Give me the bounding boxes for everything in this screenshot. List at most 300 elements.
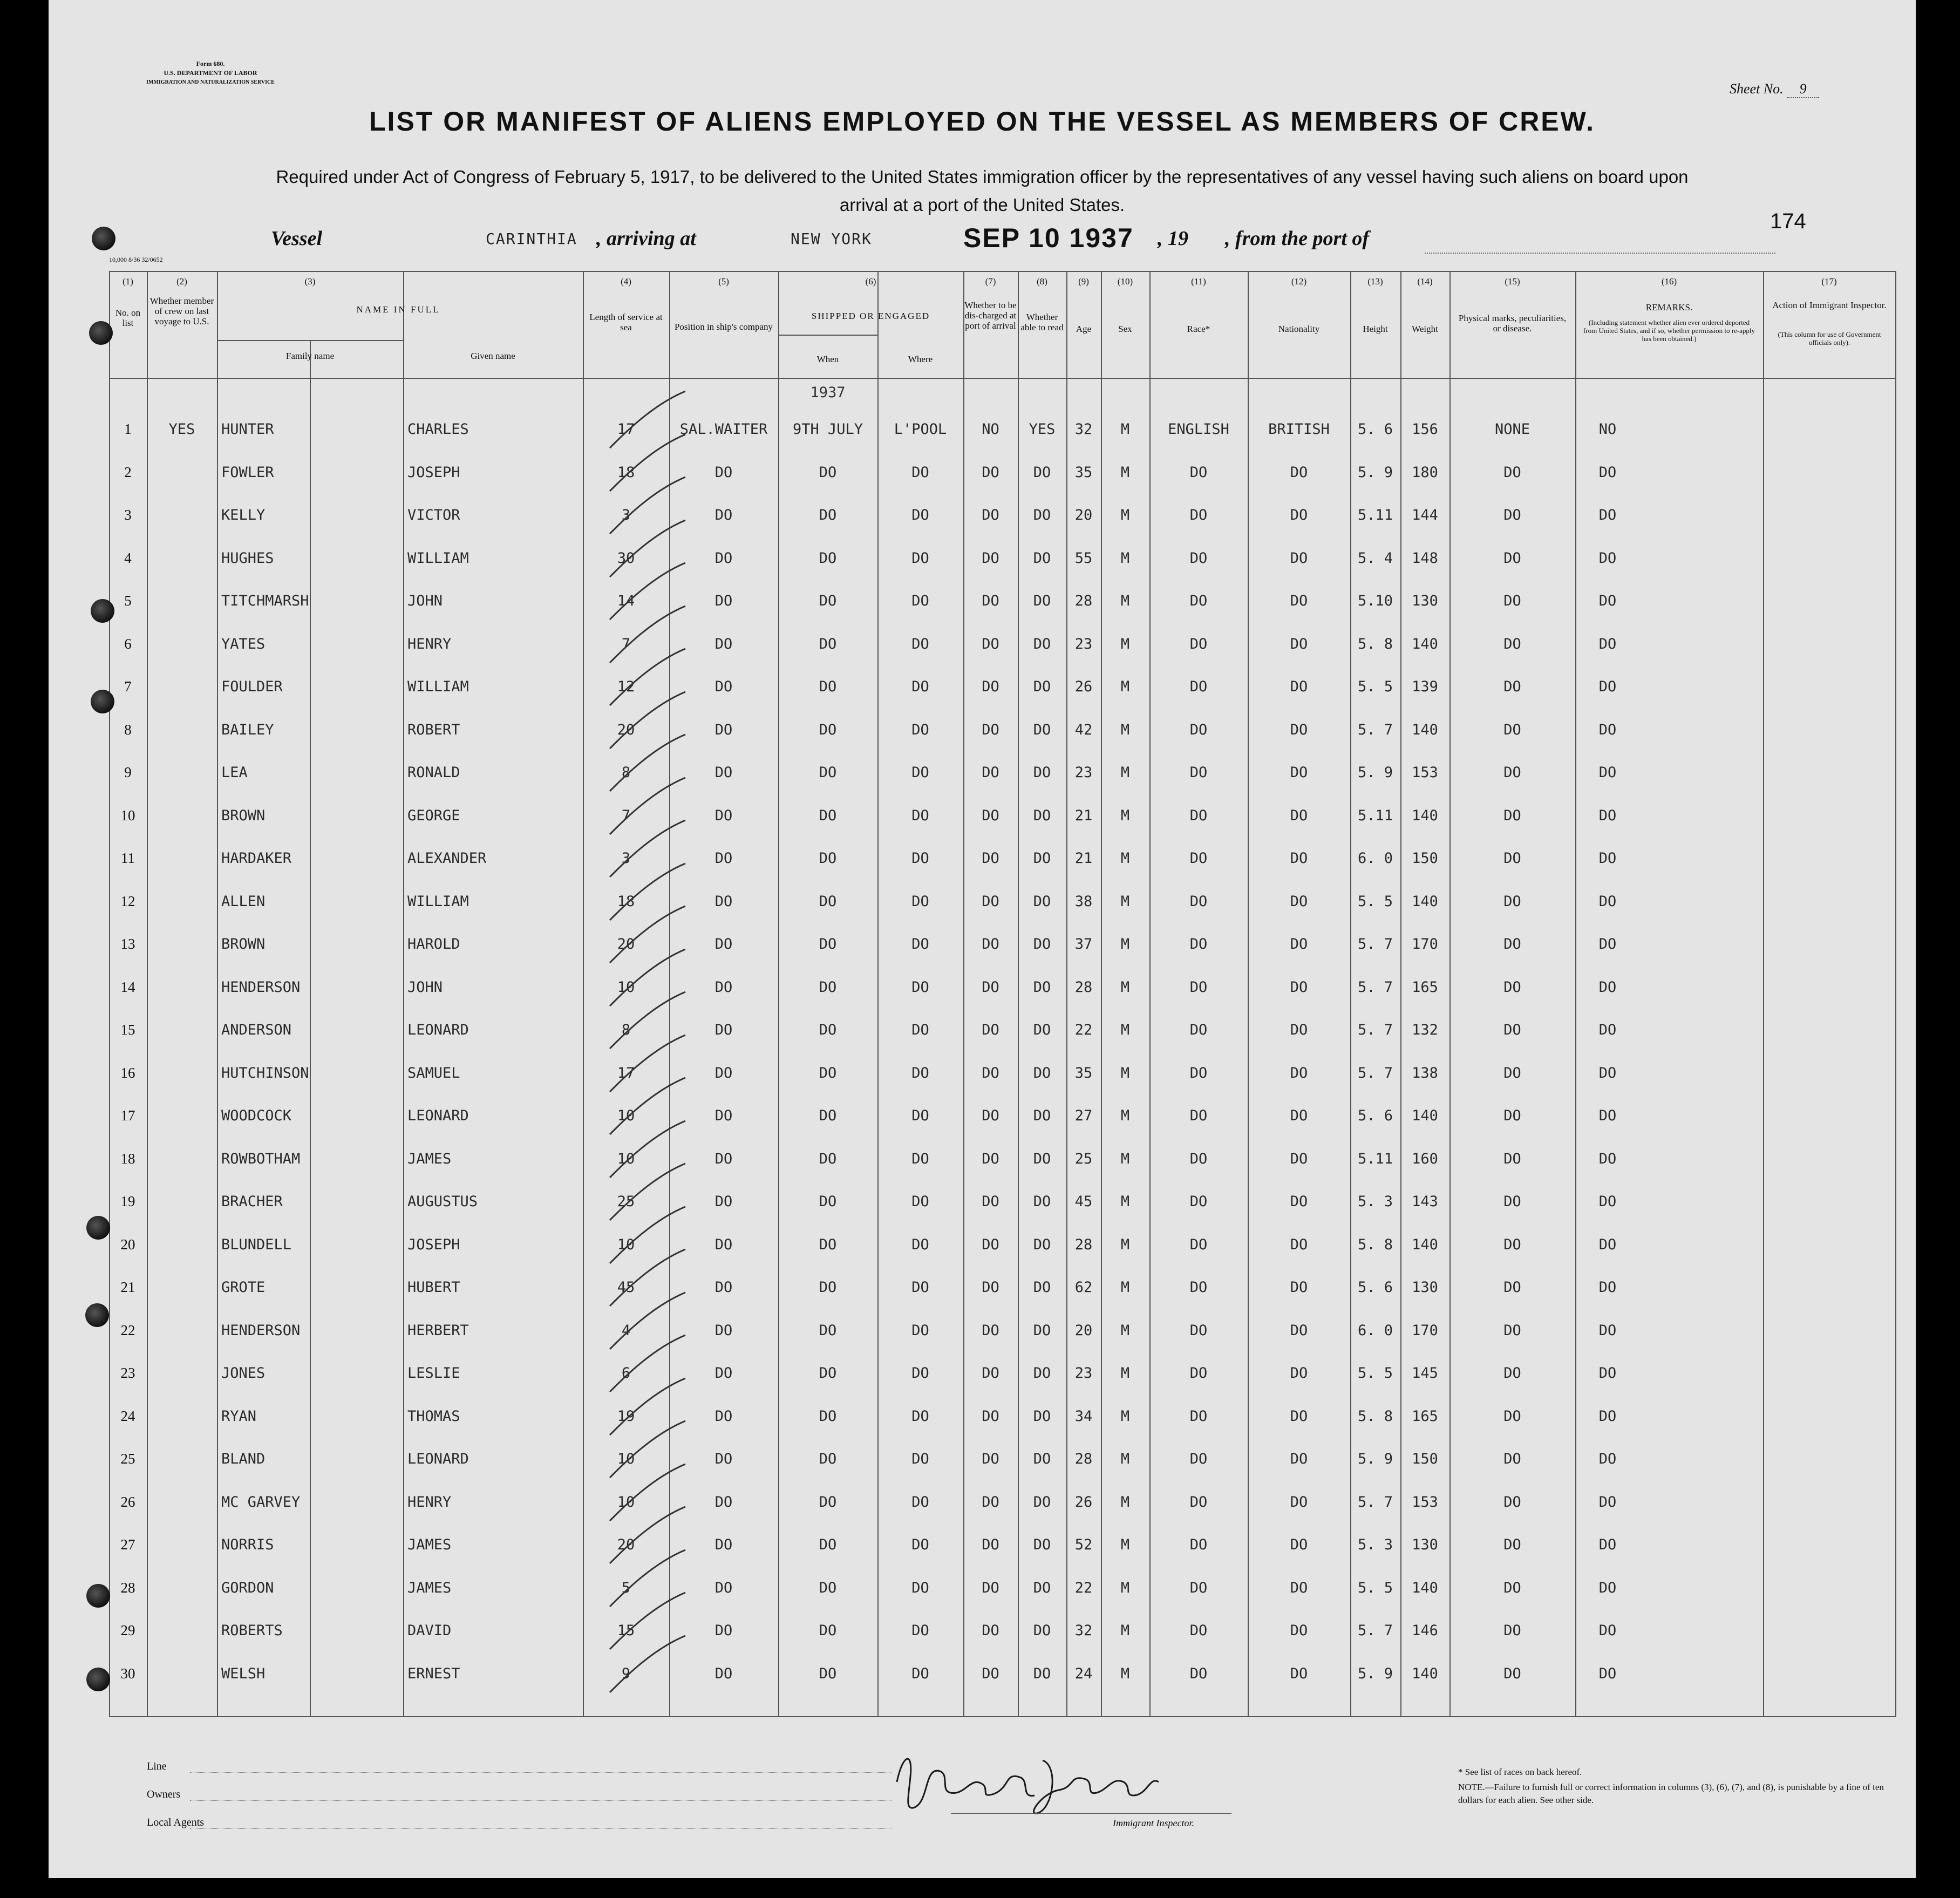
inspector-signature	[881, 1744, 1183, 1820]
physical-marks-cell: DO	[1503, 721, 1521, 738]
header-remarks-note: (Including statement whether alien ever ordered deported from United States, and if so, whether permission to re-apply has been obtained.)	[1583, 318, 1755, 343]
shipped-when-cell: DO	[819, 1064, 837, 1081]
nationality-cell: DO	[1290, 978, 1308, 996]
remarks-cell: DO	[1598, 1022, 1617, 1038]
given-name-cell: WILLIAM	[407, 549, 469, 567]
family-name-cell: WELSH	[221, 1665, 266, 1682]
year-label: , 19	[1158, 227, 1188, 250]
family-name-cell: GORDON	[221, 1579, 274, 1596]
age-cell: 28	[1074, 1451, 1093, 1467]
signature-rule	[951, 1813, 1231, 1814]
shipped-when-cell: DO	[819, 1622, 837, 1639]
position-cell: DO	[714, 678, 733, 695]
age-cell: 26	[1074, 678, 1093, 695]
form-header-block	[130, 59, 291, 87]
length-of-service-cell: 15	[617, 1622, 635, 1639]
table-row	[49, 625, 1916, 665]
sex-cell: M	[1120, 1279, 1130, 1296]
length-of-service-cell: 20	[617, 936, 635, 953]
age-cell: 35	[1074, 464, 1093, 481]
able-to-read-cell: DO	[1033, 1193, 1051, 1210]
remarks-cell: DO	[1598, 721, 1617, 738]
age-cell: 25	[1074, 1150, 1093, 1167]
weight-cell: 150	[1412, 1451, 1438, 1467]
length-of-service-cell: 18	[617, 464, 635, 481]
able-to-read-cell: DO	[1033, 1279, 1051, 1296]
nationality-cell: DO	[1290, 1150, 1308, 1167]
nationality-cell: DO	[1290, 1579, 1308, 1596]
row-number-cell: 6	[124, 635, 132, 652]
table-row	[49, 1097, 1916, 1137]
remarks-cell: DO	[1598, 936, 1617, 953]
colnum-13: (13)	[1367, 276, 1383, 287]
height-cell: 5.11	[1357, 507, 1393, 523]
shipped-when-cell: DO	[819, 807, 837, 824]
age-cell: 45	[1074, 1193, 1093, 1210]
height-cell: 5. 7	[1357, 1493, 1393, 1511]
nationality-cell: DO	[1290, 850, 1308, 867]
shipped-where-cell: DO	[911, 807, 929, 824]
shipped-when-cell: DO	[819, 1279, 837, 1296]
height-cell: 5.11	[1357, 1150, 1393, 1167]
header-shipped-engaged: SHIPPED OR ENGAGED	[811, 311, 930, 321]
remarks-cell: DO	[1598, 1536, 1617, 1553]
shipped-where-cell: DO	[911, 1665, 929, 1682]
row-number-cell: 24	[120, 1407, 135, 1424]
family-name-cell: HUTCHINSON	[221, 1064, 309, 1081]
given-name-cell: VICTOR	[407, 507, 460, 523]
nationality-cell: DO	[1290, 1236, 1308, 1253]
age-cell: 23	[1074, 635, 1093, 652]
given-name-cell: RONALD	[407, 764, 460, 781]
nationality-cell: DO	[1290, 807, 1308, 824]
shipped-where-cell: DO	[911, 978, 929, 996]
nationality-cell: DO	[1290, 1365, 1308, 1382]
weight-cell: 160	[1412, 1150, 1438, 1167]
shipped-when-cell: DO	[819, 678, 837, 695]
sex-cell: M	[1120, 764, 1130, 781]
header-nationality: Nationality	[1278, 324, 1320, 334]
shipped-when-cell: DO	[819, 1365, 837, 1382]
given-name-cell: JAMES	[407, 1579, 452, 1596]
sex-cell: M	[1120, 1193, 1130, 1210]
table-row	[49, 968, 1916, 1008]
able-to-read-cell: DO	[1033, 721, 1051, 738]
race-cell: DO	[1189, 1322, 1208, 1339]
height-cell: 5. 5	[1357, 1365, 1393, 1382]
weight-cell: 132	[1412, 1022, 1438, 1038]
position-cell: DO	[714, 936, 733, 953]
able-to-read-cell: DO	[1033, 764, 1051, 781]
punch-hole	[86, 1216, 110, 1240]
age-cell: 28	[1074, 1236, 1093, 1253]
punch-hole	[92, 227, 115, 250]
colnum-17: (17)	[1821, 276, 1837, 287]
header-name-in-full: NAME IN FULL	[356, 304, 440, 315]
remarks-cell: DO	[1598, 893, 1617, 910]
given-name-cell: LEONARD	[407, 1451, 469, 1467]
position-cell: DO	[714, 635, 733, 652]
given-name-cell: AUGUSTUS	[407, 1193, 478, 1210]
table-row	[49, 1655, 1916, 1695]
row-number-cell: 7	[124, 678, 132, 695]
position-cell: DO	[714, 1493, 733, 1511]
shipped-where-cell: DO	[911, 1193, 929, 1210]
sex-cell: M	[1120, 1322, 1130, 1339]
height-cell: 5. 9	[1357, 764, 1393, 781]
length-of-service-cell: 10	[617, 1107, 635, 1124]
position-cell: DO	[714, 549, 733, 567]
service-name: IMMIGRATION AND NATURALIZATION SERVICE	[146, 79, 275, 85]
table-row	[49, 839, 1916, 879]
height-cell: 5. 6	[1357, 1279, 1393, 1296]
shipped-when-cell: DO	[819, 978, 837, 996]
family-name-cell: HUNTER	[221, 421, 274, 438]
shipped-when-cell: DO	[819, 549, 837, 567]
to-be-discharged-cell: DO	[982, 464, 999, 481]
table-row	[49, 1268, 1916, 1308]
given-name-cell: HENRY	[407, 1493, 452, 1511]
shipped-where-cell: DO	[911, 464, 929, 481]
remarks-cell: DO	[1598, 678, 1617, 695]
position-cell: DO	[714, 507, 733, 523]
physical-marks-cell: DO	[1503, 1279, 1521, 1296]
colnum-15: (15)	[1505, 276, 1520, 287]
nationality-cell: DO	[1290, 936, 1308, 953]
able-to-read-cell: DO	[1033, 1579, 1051, 1596]
row-number-cell: 8	[124, 721, 132, 738]
table-row	[49, 496, 1916, 536]
row-number-cell: 10	[120, 807, 135, 824]
to-be-discharged-cell: DO	[982, 1150, 999, 1167]
height-cell: 5. 9	[1357, 1665, 1393, 1682]
length-of-service-cell: 20	[617, 721, 635, 738]
family-name-cell: BROWN	[221, 807, 266, 824]
age-cell: 38	[1074, 893, 1093, 910]
nationality-cell: DO	[1290, 764, 1308, 781]
able-to-read-cell: DO	[1033, 1107, 1051, 1124]
position-cell: DO	[714, 1236, 733, 1253]
weight-cell: 140	[1412, 807, 1438, 824]
able-to-read-cell: DO	[1033, 593, 1051, 609]
weight-cell: 153	[1412, 1493, 1438, 1511]
height-cell: 5. 8	[1357, 635, 1393, 652]
header-where: Where	[908, 354, 933, 364]
nationality-cell: DO	[1290, 549, 1308, 567]
family-name-cell: WOODCOCK	[221, 1107, 292, 1124]
physical-marks-cell: DO	[1503, 1622, 1521, 1639]
table-row	[49, 1526, 1916, 1566]
agents-blank	[190, 1828, 891, 1829]
remarks-cell: DO	[1598, 807, 1617, 824]
remarks-cell: DO	[1598, 1407, 1617, 1425]
length-of-service-cell: 10	[617, 1451, 635, 1467]
shipped-when-cell: DO	[819, 1107, 837, 1124]
remarks-cell: DO	[1598, 1622, 1617, 1639]
remarks-cell: DO	[1598, 1322, 1617, 1339]
race-cell: DO	[1189, 807, 1208, 824]
nationality-cell: DO	[1290, 1665, 1308, 1682]
physical-marks-cell: DO	[1503, 1665, 1521, 1682]
remarks-cell: DO	[1598, 1493, 1617, 1511]
age-cell: 55	[1074, 549, 1093, 567]
able-to-read-cell: DO	[1033, 635, 1051, 652]
nationality-cell: DO	[1290, 507, 1308, 523]
to-be-discharged-cell: DO	[982, 1064, 999, 1081]
sex-cell: M	[1120, 1493, 1130, 1511]
weight-cell: 180	[1412, 464, 1438, 481]
row-number-cell: 13	[120, 936, 135, 952]
row-number-cell: 2	[124, 464, 132, 480]
remarks-cell: DO	[1598, 1236, 1617, 1253]
row-number-cell: 27	[120, 1536, 135, 1553]
family-name-cell: RYAN	[221, 1407, 257, 1425]
shipped-when-cell: DO	[819, 464, 837, 481]
header-weight: Weight	[1412, 324, 1438, 334]
to-be-discharged-cell: DO	[982, 1407, 999, 1425]
position-cell: DO	[714, 1279, 733, 1296]
to-be-discharged-cell: DO	[982, 936, 999, 953]
row-number-cell: 23	[120, 1365, 135, 1381]
race-cell: DO	[1189, 1022, 1208, 1038]
owners-blank	[190, 1800, 891, 1801]
length-of-service-cell: 5	[621, 1579, 631, 1596]
given-name-cell: HERBERT	[407, 1322, 469, 1339]
length-of-service-cell: 10	[617, 1236, 635, 1253]
length-of-service-cell: 7	[621, 807, 631, 824]
nationality-cell: DO	[1290, 1322, 1308, 1339]
weight-cell: 140	[1412, 635, 1438, 652]
length-of-service-cell: 20	[617, 1536, 635, 1553]
nationality-cell: DO	[1290, 1107, 1308, 1124]
position-cell: DO	[714, 1150, 733, 1167]
vessel-name: CARINTHIA	[486, 230, 577, 248]
to-be-discharged-cell: DO	[982, 1365, 999, 1382]
remarks-cell: DO	[1598, 1579, 1617, 1596]
table-row	[49, 711, 1916, 751]
to-be-discharged-cell: DO	[982, 1622, 999, 1639]
height-cell: 5.10	[1357, 593, 1393, 609]
given-name-cell: JAMES	[407, 1536, 452, 1553]
physical-marks-cell: DO	[1503, 1064, 1521, 1081]
able-to-read-cell: DO	[1033, 1622, 1051, 1639]
position-cell: DO	[714, 1064, 733, 1081]
sex-cell: M	[1120, 1022, 1130, 1038]
physical-marks-cell: NONE	[1494, 421, 1530, 438]
race-cell: DO	[1189, 1150, 1208, 1167]
to-be-discharged-cell: DO	[982, 893, 999, 910]
sex-cell: M	[1120, 936, 1130, 953]
race-cell: DO	[1189, 1193, 1208, 1210]
race-cell: DO	[1189, 1451, 1208, 1467]
weight-cell: 165	[1412, 978, 1438, 996]
given-name-cell: HAROLD	[407, 936, 460, 953]
colnum-7: (7)	[985, 276, 996, 287]
physical-marks-cell: DO	[1503, 1407, 1521, 1425]
given-name-cell: JOHN	[407, 593, 443, 609]
able-to-read-cell: DO	[1033, 1150, 1051, 1167]
shipped-where-cell: DO	[911, 549, 929, 567]
nationality-cell: DO	[1290, 464, 1308, 481]
race-cell: DO	[1189, 1536, 1208, 1553]
able-to-read-cell: DO	[1033, 507, 1051, 523]
shipped-where-cell: DO	[911, 507, 929, 523]
given-name-cell: ALEXANDER	[407, 850, 487, 867]
page-subtitle: Required under Act of Congress of February 5, 1917, to be delivered to the United States immigration officer by the representatives of any vessel having such aliens on board upon arrival at a port of the United States.	[276, 167, 1689, 215]
height-cell: 5. 4	[1357, 549, 1393, 567]
given-name-cell: JOHN	[407, 978, 443, 996]
able-to-read-cell: DO	[1033, 464, 1051, 481]
header-discharged: Whether to be dis-charged at port of arrival	[964, 300, 1017, 331]
age-cell: 23	[1074, 764, 1093, 781]
page-title: LIST OR MANIFEST OF ALIENS EMPLOYED ON THE VESSEL AS MEMBERS OF CREW.	[369, 106, 1595, 137]
shipped-when-cell: DO	[819, 1407, 837, 1425]
length-of-service-cell: 10	[617, 978, 635, 996]
remarks-cell: DO	[1598, 1451, 1617, 1467]
length-of-service-cell: 17	[617, 421, 635, 438]
shipped-when-cell: DO	[819, 593, 837, 609]
header-physical-marks: Physical marks, peculiarities, or disease.	[1458, 313, 1567, 334]
punch-hole	[91, 690, 114, 713]
given-name-cell: ROBERT	[407, 721, 460, 738]
family-name-cell: HARDAKER	[221, 850, 292, 867]
physical-marks-cell: DO	[1503, 635, 1521, 652]
remarks-cell: DO	[1598, 850, 1617, 867]
manifest-footer	[109, 1717, 1895, 1847]
age-cell: 32	[1074, 421, 1093, 438]
race-cell: DO	[1189, 721, 1208, 738]
row-number-cell: 25	[120, 1451, 135, 1467]
race-cell: DO	[1189, 1279, 1208, 1296]
able-to-read-cell: DO	[1033, 1451, 1051, 1467]
weight-cell: 165	[1412, 1407, 1438, 1425]
punch-hole	[91, 599, 114, 623]
family-name-cell: HUGHES	[221, 549, 274, 567]
weight-cell: 130	[1412, 593, 1438, 609]
family-name-cell: NORRIS	[221, 1536, 274, 1553]
height-cell: 5. 5	[1357, 1579, 1393, 1596]
able-to-read-cell: DO	[1033, 1365, 1051, 1382]
age-cell: 34	[1074, 1407, 1093, 1425]
sex-cell: M	[1120, 807, 1130, 824]
position-cell: DO	[714, 1022, 733, 1038]
physical-marks-cell: DO	[1503, 1536, 1521, 1553]
colnum-6: (6)	[865, 276, 876, 287]
height-cell: 5. 7	[1357, 1064, 1393, 1081]
shipped-when-cell: DO	[819, 507, 837, 523]
sheet-number-field	[1730, 81, 1819, 98]
nationality-cell: DO	[1290, 1064, 1308, 1081]
shipped-where-cell: DO	[911, 1150, 929, 1167]
inspector-label: Immigrant Inspector.	[1113, 1818, 1194, 1828]
length-of-service-cell: 3	[621, 507, 631, 523]
position-cell: DO	[714, 1193, 733, 1210]
sex-cell: M	[1120, 464, 1130, 481]
table-row	[49, 882, 1916, 922]
length-of-service-cell: 18	[617, 893, 635, 910]
row-number-cell: 9	[124, 764, 132, 780]
given-name-cell: LESLIE	[407, 1365, 460, 1382]
shipped-where-cell: DO	[911, 1622, 929, 1639]
shipped-when-cell: DO	[819, 1322, 837, 1339]
punch-hole	[86, 1584, 110, 1608]
serial-number: 174	[1770, 209, 1806, 233]
given-name-cell: ERNEST	[407, 1665, 460, 1682]
row-number-cell: 17	[120, 1107, 135, 1124]
to-be-discharged-cell: DO	[982, 1193, 999, 1210]
age-cell: 27	[1074, 1107, 1093, 1124]
able-to-read-cell: DO	[1033, 1536, 1051, 1553]
weight-cell: 140	[1412, 1107, 1438, 1124]
race-cell: DO	[1189, 1622, 1208, 1639]
family-name-cell: BRACHER	[221, 1193, 283, 1210]
colnum-9: (9)	[1078, 276, 1089, 287]
to-be-discharged-cell: DO	[982, 1665, 999, 1682]
line-blank	[190, 1772, 891, 1773]
to-be-discharged-cell: DO	[982, 678, 999, 695]
length-of-service-cell: 10	[617, 1150, 635, 1167]
physical-marks-cell: DO	[1503, 764, 1521, 781]
height-cell: 5. 5	[1357, 893, 1393, 910]
weight-cell: 145	[1412, 1365, 1438, 1382]
to-be-discharged-cell: DO	[982, 549, 999, 567]
position-cell: DO	[714, 1365, 733, 1382]
physical-marks-cell: DO	[1503, 1022, 1521, 1038]
physical-marks-cell: DO	[1503, 1579, 1521, 1596]
shipped-where-cell: DO	[911, 1451, 929, 1467]
length-of-service-cell: 7	[621, 635, 631, 652]
shipped-where-cell: DO	[911, 850, 929, 867]
weight-cell: 170	[1412, 936, 1438, 953]
shipped-when-cell: DO	[819, 893, 837, 910]
length-of-service-cell: 8	[621, 1022, 631, 1038]
header-length-service: Length of service at sea	[589, 312, 663, 332]
row-number-cell: 12	[120, 893, 135, 909]
sex-cell: M	[1120, 1451, 1130, 1467]
row-number-cell: 16	[120, 1064, 135, 1081]
family-name-cell: GROTE	[221, 1279, 266, 1296]
family-name-cell: HENDERSON	[221, 978, 301, 996]
family-name-cell: BROWN	[221, 936, 266, 953]
shipped-when-cell: DO	[819, 721, 837, 738]
length-of-service-cell: 19	[617, 1407, 635, 1425]
table-row	[49, 1182, 1916, 1222]
header-height: Height	[1363, 324, 1388, 334]
to-be-discharged-cell: DO	[982, 1022, 999, 1038]
able-to-read-cell: DO	[1033, 893, 1051, 910]
to-be-discharged-cell: DO	[982, 1536, 999, 1553]
sheet-number-label: Sheet No.	[1730, 81, 1784, 97]
height-cell: 5. 7	[1357, 721, 1393, 738]
position-cell: DO	[714, 1322, 733, 1339]
physical-marks-cell: DO	[1503, 549, 1521, 567]
family-name-cell: FOULDER	[221, 678, 283, 695]
age-cell: 28	[1074, 978, 1093, 996]
given-name-cell: GEORGE	[407, 807, 460, 824]
shipped-when-cell: DO	[819, 1451, 837, 1467]
height-cell: 6. 0	[1357, 1322, 1393, 1339]
family-name-cell: LEA	[221, 764, 248, 781]
table-row	[49, 410, 1916, 450]
family-name-cell: FOWLER	[221, 464, 274, 481]
shipped-when-cell: DO	[819, 1493, 837, 1511]
age-cell: 22	[1074, 1579, 1093, 1596]
remarks-cell: NO	[1598, 421, 1617, 438]
sex-cell: M	[1120, 635, 1130, 652]
nationality-cell: DO	[1290, 1536, 1308, 1553]
race-cell: DO	[1189, 1665, 1208, 1682]
able-to-read-cell: DO	[1033, 807, 1051, 824]
